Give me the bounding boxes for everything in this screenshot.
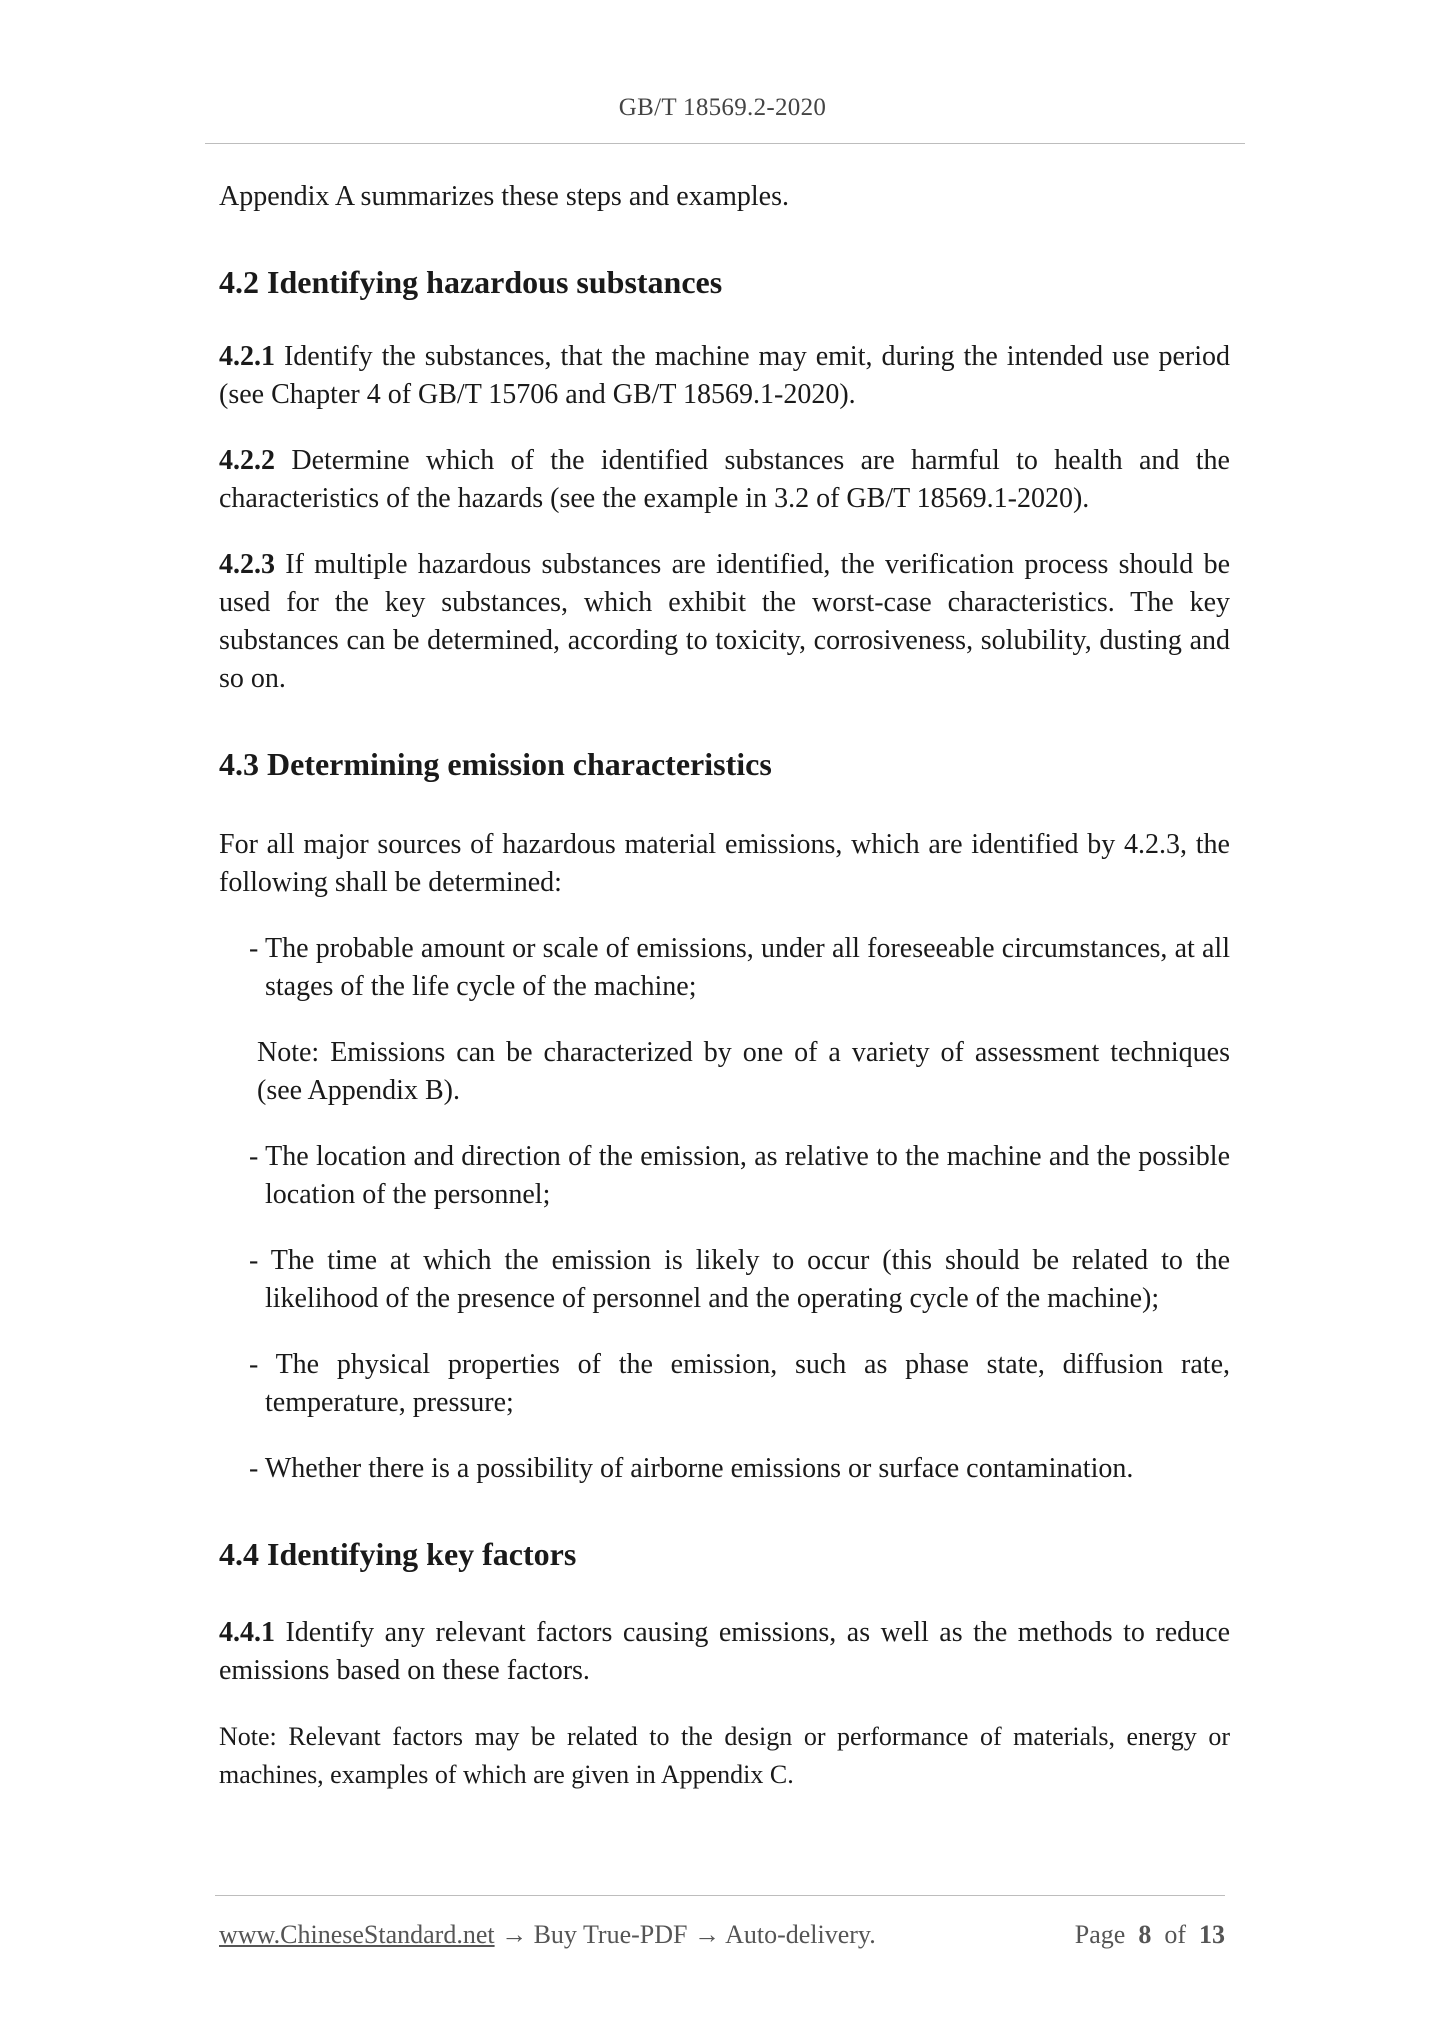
page-footer: [219, 1918, 1225, 1952]
bullet-airborne-contamination: - Whether there is a possibility of airborne emissions or surface contamination.: [249, 1453, 1134, 1484]
clause-4-2-1: [219, 338, 1230, 414]
bullet-emission-amount: - The probable amount or scale of emissions, under all foreseeable circumstances, at all stages of the life cycle of the machine;: [249, 933, 1230, 1002]
bullet-emission-location: - The location and direction of the emission, as relative to the machine and the possible location of the personnel;: [249, 1141, 1230, 1210]
page-content: [219, 178, 1230, 1794]
section-4-4-heading: 4.4 Identifying key factors: [219, 1536, 577, 1572]
clause-4-2-2: [219, 442, 1230, 518]
arrow-icon: →: [494, 1920, 534, 1949]
clause-number: 4.2.3: [219, 549, 275, 580]
website-link[interactable]: www.ChineseStandard.net: [219, 1920, 495, 1949]
note-relevant-factors: Note: Relevant factors may be related to the design or performance of materials, energy or machines, examples of which are given in Appendix C.: [219, 1722, 1230, 1789]
page-label: Page: [1074, 1920, 1126, 1949]
of-label: of: [1164, 1920, 1186, 1949]
footer-divider: [215, 1895, 1225, 1896]
clause-number: 4.2.1: [219, 341, 275, 372]
clause-4-2-3: [219, 546, 1230, 698]
clause-number: 4.2.2: [219, 445, 275, 476]
bullet-emission-time: - The time at which the emission is likely to occur (this should be related to the likelihood of the presence of personnel and the operating cycle of the machine);: [249, 1245, 1230, 1314]
clause-text: Identify any relevant factors causing emissions, as well as the methods to reduce emissions based on these factors.: [219, 1617, 1230, 1686]
header-divider: [205, 143, 1245, 144]
section-4-2-heading: 4.2 Identifying hazardous substances: [219, 264, 723, 300]
header-standard-code: GB/T 18569.2-2020: [618, 94, 827, 121]
auto-delivery-text: Auto-delivery.: [725, 1920, 876, 1949]
buy-true-pdf-text: Buy True-PDF: [533, 1920, 688, 1949]
page-number: 8: [1138, 1920, 1152, 1949]
clause-text: Determine which of the identified substances are harmful to health and the characteristics of the hazards (see the example in 3.2 of GB/T 18569.1-2020).: [219, 445, 1230, 514]
intro-paragraph: Appendix A summarizes these steps and examples.: [219, 181, 789, 212]
clause-4-4-1: [219, 1614, 1230, 1690]
page-total: 13: [1199, 1920, 1225, 1949]
section-4-3-lead: For all major sources of hazardous material emissions, which are identified by 4.2.3, the following shall be determined:: [219, 829, 1230, 898]
clause-number: 4.4.1: [219, 1617, 275, 1648]
bullet-physical-properties: - The physical properties of the emission, such as phase state, diffusion rate, temperature, pressure;: [249, 1349, 1230, 1418]
clause-text: Identify the substances, that the machine may emit, during the intended use period (see Chapter 4 of GB/T 15706 and GB/T 18569.1-2020).: [219, 341, 1230, 410]
clause-text: If multiple hazardous substances are identified, the verification process should be used for the key substances, which exhibit the worst-case characteristics. The key substances can be determined, according to toxicity, corrosiveness, solubility, dusting and so on.: [219, 549, 1230, 694]
note-assessment-techniques: Note: Emissions can be characterized by one of a variety of assessment techniques (see Appendix B).: [257, 1037, 1230, 1106]
arrow-icon: →: [687, 1920, 726, 1949]
page-indicator: [1075, 1918, 1225, 1952]
section-4-3-heading: 4.3 Determining emission characteristics: [219, 746, 772, 782]
